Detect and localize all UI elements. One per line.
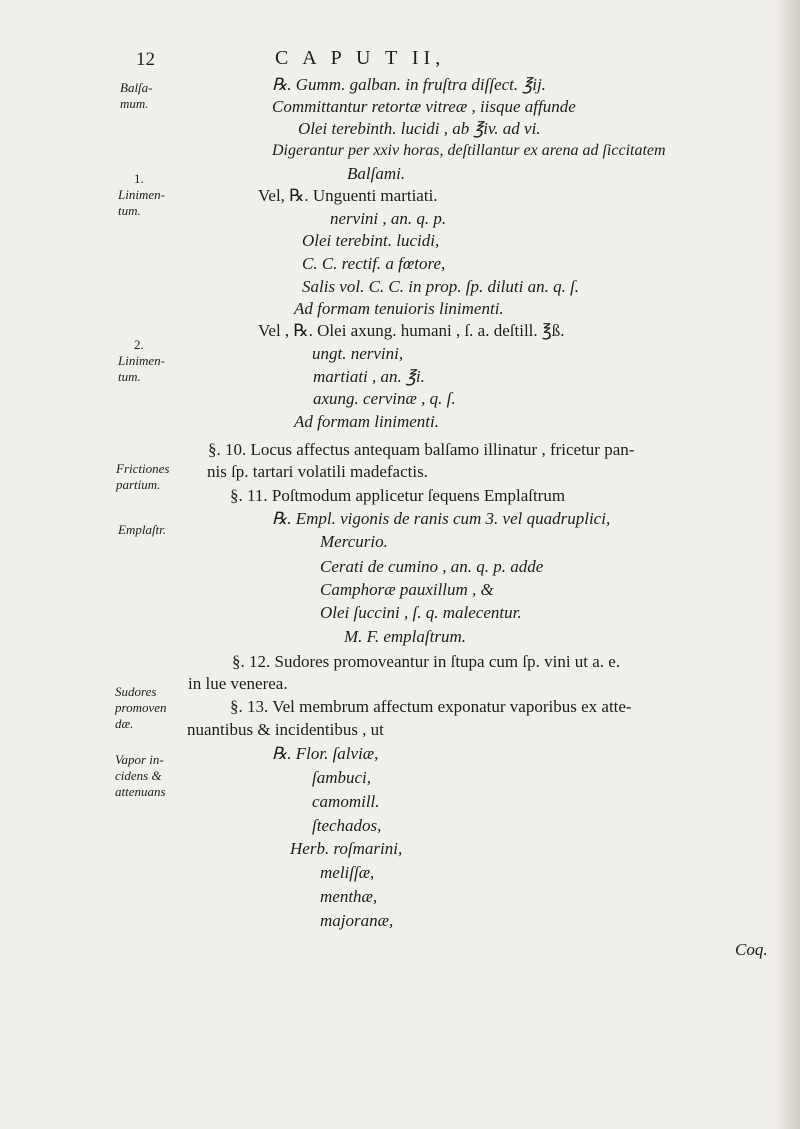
page-number: 12: [136, 49, 155, 70]
paragraph-10-cont: nis ſp. tartari volatili madefactis.: [207, 462, 428, 481]
recipe-line: M. F. emplaſtrum.: [344, 627, 466, 646]
recipe-line: menthæ,: [320, 887, 378, 906]
recipe-line: C. C. rectif. a fœtore,: [302, 254, 446, 273]
recipe-line: nervini , an. q. p.: [330, 209, 447, 228]
running-head: C A P U T II,: [275, 47, 446, 69]
recipe-line: Vel, ℞. Unguenti martiati.: [258, 186, 438, 205]
recipe-line: camomill.: [312, 792, 380, 811]
recipe-line: meliſſæ,: [320, 863, 375, 882]
paragraph-12: §. 12. Sudores promoveantur in ſtupa cum ſp. vini ut a. e.: [232, 652, 621, 671]
recipe-line: axung. cervinæ , q. ſ.: [313, 389, 456, 408]
recipe-line: Digerantur per xxiv horas, deſtillantur ex arena ad ſiccitatem: [272, 142, 666, 159]
recipe-line: ℞. Gumm. galban. in fruſtra diſſect. ℥ij.: [272, 75, 546, 94]
recipe-line: Olei ſuccini , ſ. q. malecentur.: [320, 603, 522, 622]
paragraph-13: §. 13. Vel membrum affectum exponatur vaporibus ex atte-: [230, 697, 632, 716]
paragraph-13-cont: nuantibus & incidentibus , ut: [187, 720, 384, 739]
recipe-line: Olei terebint. lucidi,: [302, 231, 440, 250]
recipe-line: Cerati de cumino , an. q. p. adde: [320, 557, 544, 576]
recipe-line: ℞. Flor. ſalviæ,: [272, 744, 379, 763]
recipe-line: ℞. Empl. vigonis de ranis cum 3. vel quadruplici,: [272, 509, 611, 528]
recipe-line: Ad formam linimenti.: [294, 412, 439, 431]
margin-note-liniment-2: 2. Linimen- tum.: [118, 337, 165, 384]
recipe-line: Vel , ℞. Olei axung. humani , ſ. a. deſtill. ℥ß.: [258, 321, 565, 340]
recipe-line: ungt. nervini,: [312, 344, 404, 363]
page-edge-shadow: [774, 0, 800, 1129]
recipe-line: Salis vol. C. C. in prop. ſp. diluti an. q. ſ.: [302, 277, 580, 296]
recipe-line: Olei terebinth. lucidi , ab ℥iv. ad vi.: [298, 119, 541, 138]
recipe-line: Ad formam tenuioris linimenti.: [294, 299, 504, 318]
margin-note-emplastr: Emplaſtr.: [118, 522, 167, 537]
recipe-line: martiati , an. ℥i.: [313, 367, 425, 386]
margin-note-vapor: Vapor in- cidens & attenuans: [115, 752, 166, 799]
recipe-line: Committantur retortæ vitreæ , iisque affunde: [272, 97, 576, 116]
catchword: Coq.: [735, 940, 768, 959]
margin-note-frictiones: Frictiones partium.: [116, 461, 170, 492]
paragraph-12-cont: in lue venerea.: [188, 674, 288, 693]
recipe-line: Herb. roſmarini,: [290, 839, 403, 858]
recipe-line: ſtechados,: [312, 816, 382, 835]
recipe-line: ſambuci,: [312, 768, 372, 787]
recipe-line: majoranæ,: [320, 911, 394, 930]
margin-note-liniment-1: 1. Linimen- tum.: [118, 171, 165, 218]
margin-note-sudores: Sudores promoven dæ.: [115, 684, 167, 731]
recipe-line: Camphoræ pauxillum , &: [320, 580, 494, 599]
paragraph-10: §. 10. Locus affectus antequam balſamo illinatur , fricetur pan-: [208, 440, 635, 459]
recipe-line: Mercurio.: [320, 532, 388, 551]
recipe-line: Balſami.: [347, 164, 406, 183]
margin-note-balsamum: Balſa- mum.: [120, 80, 153, 111]
paragraph-11: §. 11. Poſtmodum applicetur ſequens Emplaſtrum: [230, 486, 566, 505]
